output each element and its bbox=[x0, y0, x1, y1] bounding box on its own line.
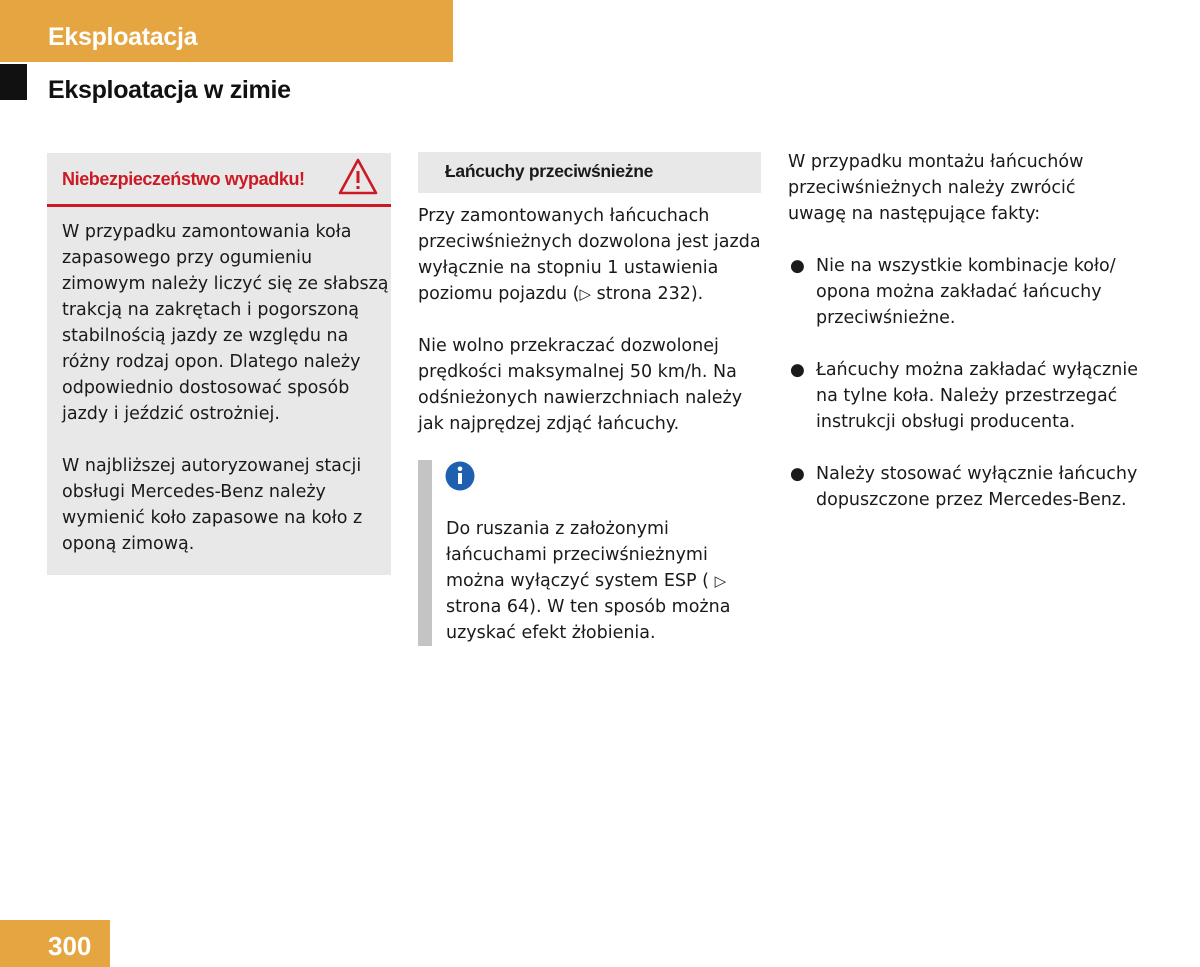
info-text-ref[interactable]: strona 64). W ten sposób można uzyskać efekt żłobienia. bbox=[446, 597, 731, 643]
bullet-icon: ● bbox=[790, 360, 805, 380]
chains-paragraph-2: Nie wolno przekraczać dozwolonej prędkości maksymalnej 50 km/h. Na odśnieżonych nawierzchniach należy jak najprędzej zdjąć łańcuchy. bbox=[418, 336, 743, 434]
chains-heading: Łańcuchy przeciwśnieżne bbox=[445, 161, 654, 181]
info-note bbox=[418, 460, 768, 646]
warning-paragraph: W przypadku zamontowania koła zapasowego przy ogumieniu zimowym należy liczyć się ze słabszą trakcją na zakrętach i pogorszoną stabilnością jazdy ze względu na różny rodzaj opon. Dlatego należy odpowiednio dostosować sposób jazdy i jeździć ostrożniej. bbox=[62, 222, 389, 424]
page-number: 300 bbox=[48, 931, 92, 961]
list-item-text: Nie na wszystkie kombinacje koło/ opona można zakładać łańcuchy przeciwśnieżne. bbox=[816, 256, 1116, 328]
list-item-text: Łańcuchy można zakładać wyłącznie na tylne koła. Należy przestrzegać instrukcji obsługi producenta. bbox=[816, 360, 1138, 432]
chains-body bbox=[418, 203, 763, 463]
warning-triangle-icon bbox=[337, 157, 379, 197]
bullet-icon: ● bbox=[790, 464, 805, 484]
chapter-title: Eksploatacja bbox=[48, 23, 198, 51]
list-item bbox=[788, 357, 1138, 435]
chapter-tab bbox=[0, 0, 453, 62]
chains-facts-list bbox=[788, 253, 1138, 539]
section-marker bbox=[0, 64, 27, 100]
info-bar bbox=[418, 460, 432, 646]
warning-title: Niebezpieczeństwo wypadku! bbox=[62, 169, 305, 189]
page-reference-arrow-icon: ▷ bbox=[579, 285, 591, 303]
chains-intro: W przypadku montażu łańcuchów przeciwśnieżnych należy zwrócić uwagę na następujące fakty: bbox=[788, 152, 1084, 224]
warning-body bbox=[62, 219, 392, 583]
warning-paragraph: W najbliższej autoryzowanej stacji obsługi Mercedes-Benz należy wymienić koło zapasowe na koło z oponą zimową. bbox=[62, 456, 363, 554]
info-text-main: Do ruszania z założonymi łańcuchami przeciwśnieżnymi można wyłączyć system ESP ( bbox=[446, 519, 709, 591]
chains-p1-text: Przy zamontowanych łańcuchach przeciwśnieżnych dozwolona jest jazda wyłącznie na stopniu 1 ustawienia poziomu pojazdu ( bbox=[418, 206, 761, 304]
list-item-text: Należy stosować wyłącznie łańcuchy dopuszczone przez Mercedes-Benz. bbox=[816, 464, 1138, 510]
page-number-box bbox=[0, 920, 110, 967]
chains-p1-ref[interactable]: strona 232). bbox=[596, 284, 704, 304]
list-item bbox=[788, 253, 1138, 331]
chains-paragraph-1 bbox=[418, 203, 763, 307]
warning-box bbox=[47, 153, 391, 575]
section-title: Eksploatacja w zimie bbox=[48, 76, 291, 104]
page-reference-arrow-icon: ▷ bbox=[714, 572, 727, 590]
list-item bbox=[788, 461, 1138, 513]
warning-header bbox=[47, 153, 391, 207]
bullet-icon: ● bbox=[790, 256, 805, 276]
info-icon bbox=[445, 461, 475, 491]
chains-heading-box bbox=[418, 152, 761, 193]
info-text bbox=[446, 516, 771, 646]
